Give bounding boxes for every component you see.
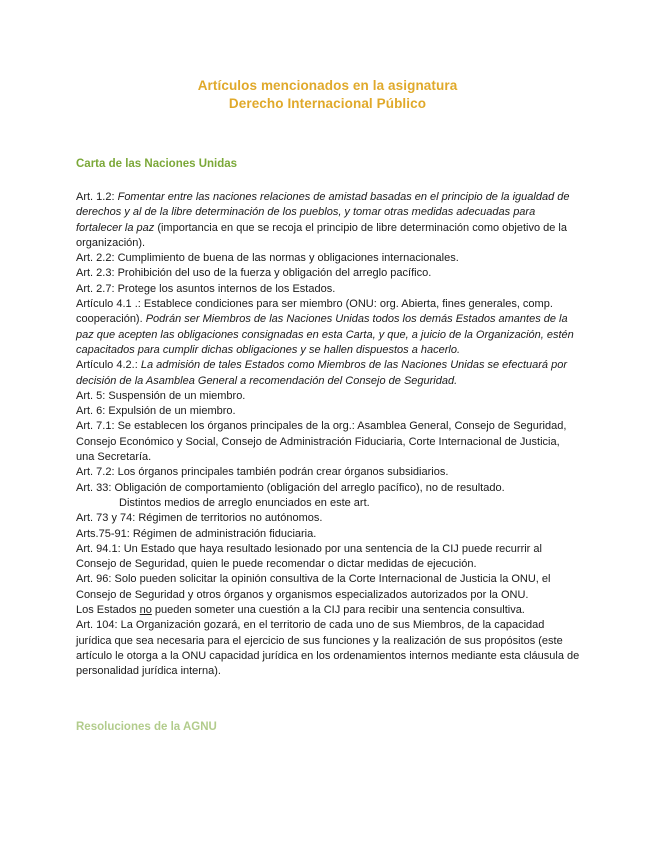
article-1-2-note: (importancia en que se recoja el principio de libre determinación como objetivo de la organización). [76, 221, 567, 249]
article-2-2: Art. 2.2: Cumplimiento de buena de las normas y obligaciones internacionales. [76, 252, 459, 265]
article-96-note-post: pueden someter una cuestión a la CIJ para recibir una sentencia consultiva. [154, 604, 525, 617]
article-75-91: Arts.75-91: Régimen de administración fiduciaria. [76, 527, 317, 540]
document-title-line-2: Derecho Internacional Público [228, 96, 427, 111]
document-title-line-1: Artículos mencionados en la asignatura [197, 78, 458, 93]
article-94-1: Art. 94.1: Un Estado que haya resultado lesionado por una sentencia de la CIJ puede recurrir al Consejo de Seguridad, quien le puede recomendar o dictar medidas de ejecución. [76, 542, 542, 571]
article-1-2-label: Art. 1.2: [76, 191, 115, 203]
section-heading-carta: Carta de las Naciones Unidas [76, 158, 238, 170]
article-33-note: Distintos medios de arreglo enunciados en este art. [119, 496, 370, 509]
article-6: Art. 6: Expulsión de un miembro. [76, 405, 236, 418]
article-4-2-quote: La admisión de tales Estados como Miembros de las Naciones Unidas se efectuará por decisión de la Asamblea General a recomendación del Consejo de Seguridad. [76, 359, 567, 387]
article-1-2 [76, 190, 581, 251]
article-4-1-text: Artículo 4.1 .: Establece condiciones para ser miembro (ONU: org. Abierta, fines generales, comp. cooperación). [76, 298, 553, 326]
article-96-note-no: no [139, 604, 152, 617]
section-heading-agnu: Resoluciones de la AGNU [76, 721, 217, 733]
article-7-2: Art. 7.2: Los órganos principales también podrán crear órganos subsidiarios. [76, 466, 449, 479]
article-5: Art. 5: Suspensión de un miembro. [76, 389, 246, 402]
article-73-74: Art. 73 y 74: Régimen de territorios no autónomos. [76, 512, 323, 525]
article-96-note [76, 603, 581, 618]
article-96: Art. 96: Solo pueden solicitar la opinión consultiva de la Corte Internacional de Justicia la ONU, el Consejo de Seguridad y otros órganos y organismos especializados autorizados por la ONU. [76, 573, 551, 601]
article-104: Art. 104: La Organización gozará, en el territorio de cada uno de sus Miembros, de la capacidad jurídica que sea necesaria para el ejercicio de sus funciones y la realización de sus propósitos (este artículo le otorga a la ONU capacidad jurídica en los ordenamientos internos mediante esta cláusula de personalidad jurídica interna). [76, 619, 580, 678]
article-4-2 [76, 358, 581, 389]
article-4-2-label: Artículo 4.2.: [76, 359, 138, 372]
article-2-3: Art. 2.3: Prohibición del uso de la fuerza y obligación del arreglo pacífico. [76, 267, 432, 280]
article-4-1-quote: Podrán ser Miembros de las Naciones Unidas todos los demás Estados amantes de la paz que acepten las obligaciones consignadas en esta Carta, y que, a juicio de la Organización, estén capacitados para cumplir dichas obligaciones y se hallen dispuestos a hacerlo. [76, 313, 574, 356]
article-4-1 [76, 297, 581, 358]
article-list [76, 190, 581, 680]
article-1-2-quote: Fomentar entre las naciones relaciones de amistad basadas en el principio de la igualdad de derechos y al de la libre determinación de los pueblos, y tomar otras medidas adecuadas para fortalecer la paz [76, 191, 570, 234]
article-7-1: Art. 7.1: Se establecen los órganos principales de la org.: Asamblea General, Consejo de Seguridad, Consejo Económico y Social, Consejo de Administración Fiduciaria, Corte Internacional de Justicia, una Secretaría. [76, 420, 567, 464]
article-33: Art. 33: Obligación de comportamiento (obligación del arreglo pacífico), no de resultado. [76, 481, 505, 494]
article-2-7: Art. 2.7: Protege los asuntos internos de los Estados. [76, 282, 336, 295]
article-96-note-pre: Los Estados [76, 604, 137, 617]
